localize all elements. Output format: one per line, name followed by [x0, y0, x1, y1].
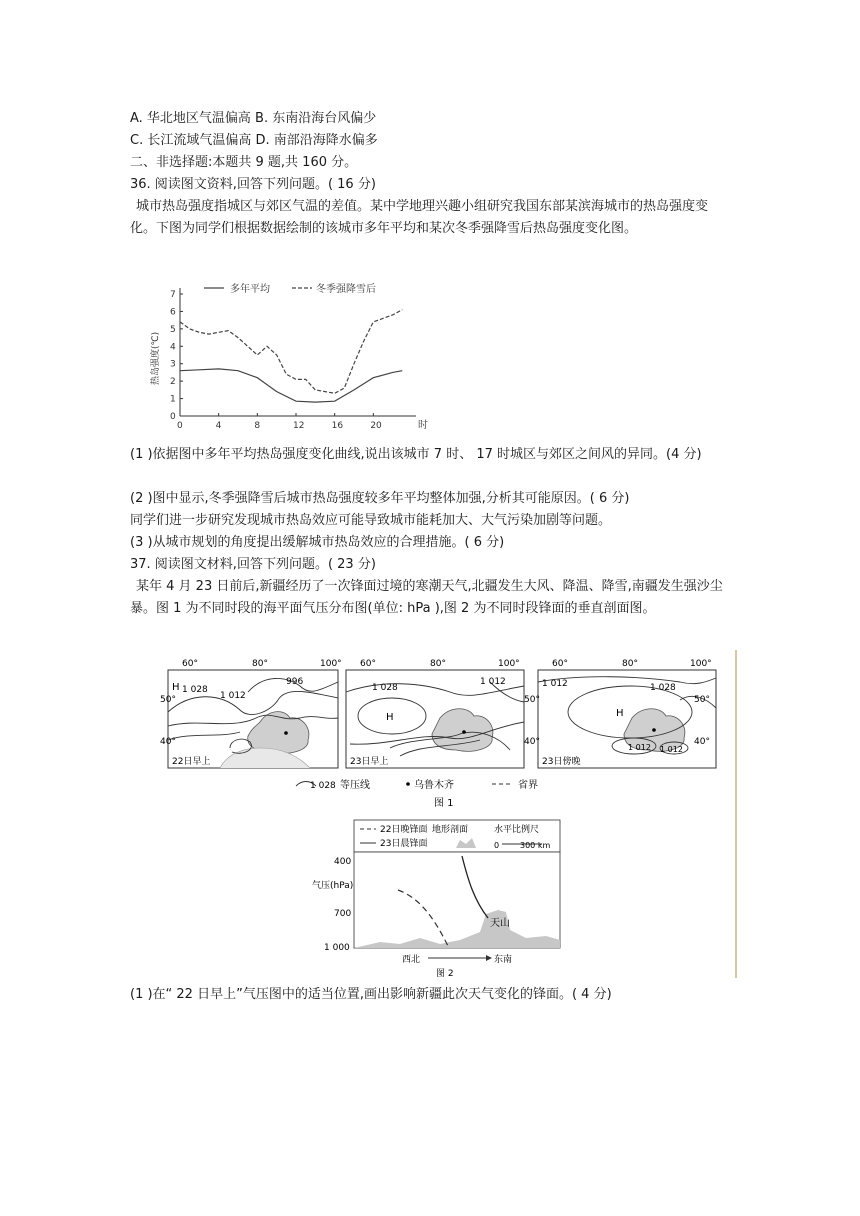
- legend-front22: 22日晚锋面: [380, 825, 428, 835]
- panel-label: 22日早上: [172, 757, 211, 767]
- q36-intro: 城市热岛强度指城区与郊区气温的差值。某中学地理兴趣小组研究我国东部某滨海城市的热岛强度变化。下图为同学们根据数据绘制的该城市多年平均和某次冬季强降雪后热岛强度变化图。: [130, 199, 709, 236]
- x-left-label: 西北: [402, 955, 421, 965]
- x-tick-label: 16: [331, 421, 344, 431]
- x-tick-label: 0: [177, 421, 183, 431]
- legend-border: 省界: [518, 780, 538, 791]
- isobar-value: 1 012: [220, 691, 246, 701]
- x-tick-label: 20: [370, 421, 382, 431]
- legend-isobar-value: 1 028: [310, 781, 336, 791]
- lat-label: 50°: [694, 695, 710, 705]
- q37-intro: 某年 4 月 23 日前后,新疆经历了一次锋面过境的寒潮天气,北疆发生大风、降温、降雪,南疆发生强沙尘暴。图 1 为不同时段的海平面气压分布图(单位: hPa ),图 2 为不同时段锋面的垂直剖面图。: [130, 579, 723, 616]
- q37-title: 37. 阅读图文材料,回答下列问题。( 23 分): [130, 557, 376, 572]
- city-dot-icon: [406, 782, 410, 786]
- q36-sub1: (1 )依据图中多年平均热岛强度变化曲线,说出该城市 7 时、 17 时城区与郊区之间风的异同。(4 分): [130, 447, 702, 462]
- legend-terrain: 地形剖面: [432, 825, 469, 835]
- legend-city: 乌鲁木齐: [414, 780, 454, 791]
- lat-label: 40°: [694, 737, 710, 747]
- isobar-value: 1 012: [628, 743, 651, 752]
- q36-title: 36. 阅读图文资料,回答下列问题。( 16 分): [130, 177, 376, 192]
- legend-label-0: 多年平均: [230, 284, 270, 295]
- x-tick-label: 4: [215, 421, 222, 431]
- q36-note: 同学们进一步研究发现城市热岛效应可能导致城市能耗加大、大气污染加剧等问题。: [130, 513, 612, 528]
- figure-caption: 图 1: [434, 798, 454, 809]
- lat-label: 50°: [160, 695, 176, 705]
- y-axis-label: 气压(hPa): [312, 881, 354, 891]
- legend-scale-300: 300 km: [520, 841, 551, 850]
- q36-sub2: (2 )图中显示,冬季强降雪后城市热岛强度较多年平均整体加强,分析其可能原因。( 6 分): [130, 491, 630, 506]
- option-line-2: C. 长江流域气温偏高 D. 南部沿海降水偏多: [130, 133, 378, 148]
- lon-label: 80°: [430, 659, 446, 669]
- q37-sub1: (1 )在“ 22 日早上”气压图中的适当位置,画出影响新疆此次天气变化的锋面。( 4 分): [130, 987, 612, 1002]
- isobar-value: 1 028: [372, 683, 398, 693]
- figure-2-front-profile: [310, 818, 570, 978]
- y-tick-label: 0: [170, 412, 176, 422]
- ytick-700: 700: [334, 909, 352, 919]
- map-panel-23-evening: [538, 670, 716, 768]
- y-tick-label: 7: [170, 290, 176, 300]
- option-line-1: A. 华北地区气温偏高 B. 东南沿海台风偏少: [130, 111, 377, 126]
- y-tick-label: 1: [170, 394, 176, 405]
- lon-label: 80°: [622, 659, 638, 669]
- series-line-0: [180, 369, 402, 402]
- high-pressure-label: H: [386, 712, 394, 723]
- section-heading: 二、非选择题:本题共 9 题,共 160 分。: [130, 155, 358, 170]
- lon-label: 60°: [552, 659, 568, 669]
- q36-sub3: (3 )从城市规划的角度提出缓解城市热岛效应的合理措施。( 6 分): [130, 535, 505, 550]
- isobar-value: 1 028: [650, 683, 676, 693]
- isobar-value: 996: [286, 677, 304, 687]
- legend-label-1: 冬季强降雪后: [316, 284, 376, 295]
- lat-label: 40°: [524, 737, 540, 747]
- legend-isobar: 等压线: [340, 780, 370, 791]
- isobar-value: 1 012: [480, 677, 506, 687]
- lon-label: 60°: [360, 659, 376, 669]
- x-tick-label: 8: [254, 421, 261, 431]
- legend-scale-0: 0: [494, 841, 500, 850]
- ytick-400: 400: [334, 857, 352, 867]
- x-tick-label: 12: [293, 421, 305, 431]
- x-axis-label: 时: [418, 420, 428, 431]
- isobar-value: 1 012: [542, 679, 568, 689]
- legend-scale: 水平比例尺: [494, 825, 540, 835]
- heat-island-chart: [140, 272, 440, 442]
- y-tick-label: 6: [170, 307, 176, 318]
- x-right-label: 东南: [494, 955, 513, 965]
- y-tick-label: 2: [170, 377, 176, 388]
- figure-caption: 图 2: [436, 969, 454, 978]
- lon-label: 60°: [182, 659, 198, 669]
- lon-label: 100°: [498, 659, 520, 669]
- map-panel-22-morning: [168, 670, 338, 768]
- lat-label: 40°: [160, 737, 176, 747]
- legend-front23: 23日晨锋面: [380, 839, 428, 849]
- panel-label: 23日早上: [350, 757, 389, 767]
- figure-1-pressure-maps: [160, 652, 720, 812]
- high-pressure-label: H: [172, 682, 180, 693]
- high-pressure-label: H: [616, 708, 624, 719]
- lon-label: 80°: [252, 659, 268, 669]
- isobar-value: 1 028: [182, 685, 208, 695]
- panel-label: 23日傍晚: [542, 757, 581, 767]
- lon-label: 100°: [320, 659, 342, 669]
- figure-edge-line: [735, 650, 737, 978]
- y-tick-label: 3: [170, 359, 176, 370]
- y-tick-label: 4: [170, 342, 176, 353]
- y-axis-label: 热岛强度(℃): [151, 331, 161, 385]
- ytick-1000: 1 000: [324, 943, 350, 953]
- y-tick-label: 5: [170, 324, 176, 335]
- map-panel-23-morning: [346, 670, 524, 768]
- mountain-label: 天山: [490, 918, 510, 929]
- lat-label: 50°: [524, 695, 540, 705]
- lon-label: 100°: [690, 659, 712, 669]
- isobar-value: 1 012: [660, 745, 683, 754]
